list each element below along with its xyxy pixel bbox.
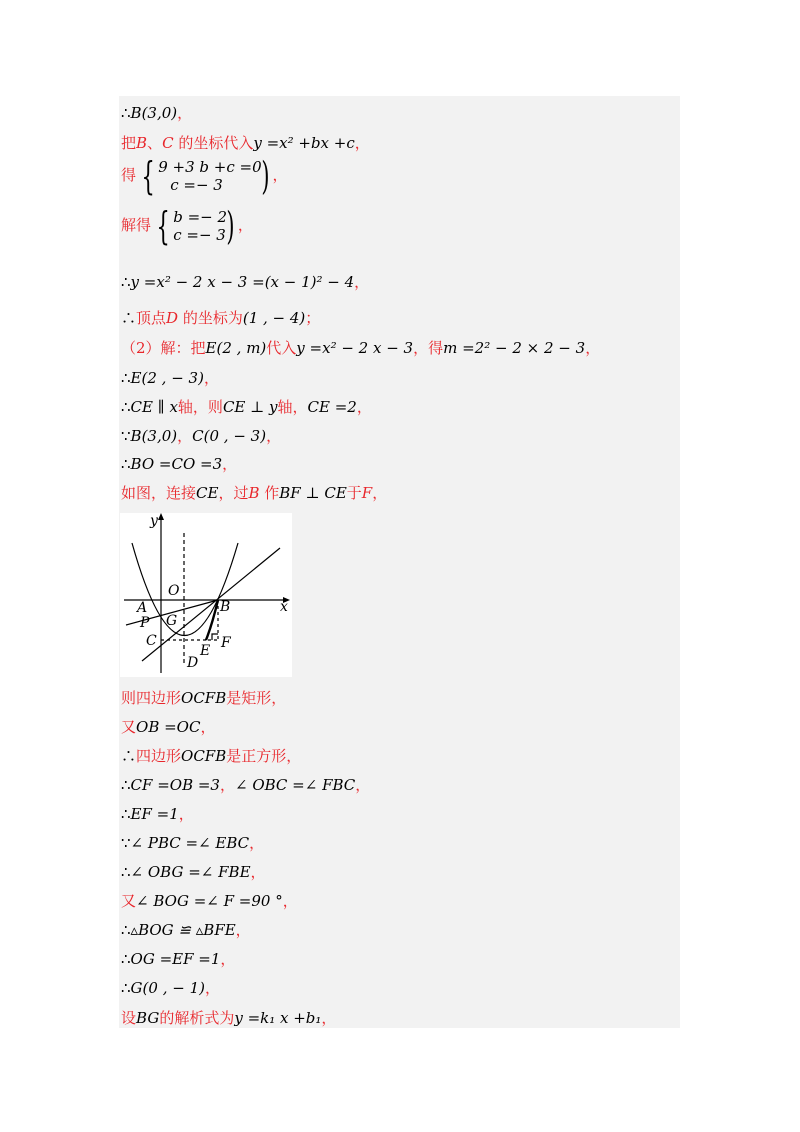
label-y: y xyxy=(150,513,158,529)
solution-line xyxy=(121,308,320,328)
line-segment: ∴ xyxy=(121,309,137,327)
right-angle-mark xyxy=(212,634,218,640)
line-segment: ， xyxy=(282,892,298,910)
line-segment: G(0 , − 1) xyxy=(130,979,205,997)
solution-line xyxy=(121,891,298,911)
label-d: D xyxy=(187,655,199,671)
solution-line xyxy=(121,717,215,737)
line-segment: ∵ xyxy=(121,834,131,852)
line-segment: 是矩形， xyxy=(226,689,287,707)
solution-line xyxy=(121,272,369,292)
line-segment: ，过 xyxy=(218,484,249,502)
line-segment: ； xyxy=(305,309,321,327)
line-segment: ， xyxy=(356,398,372,416)
solution-line xyxy=(121,133,370,153)
line-segment: （2）解：把 xyxy=(121,339,206,357)
line-bc xyxy=(142,548,280,661)
label-o: O xyxy=(168,583,180,599)
solution-line xyxy=(121,804,194,824)
system-row-2: c =− 3 xyxy=(173,226,226,244)
line-segment: y =k₁ x +b₁ xyxy=(234,1009,322,1027)
line-segment: ， xyxy=(220,950,236,968)
line-segment: B xyxy=(136,134,148,152)
system-suffix: ， xyxy=(237,216,253,234)
solution-line xyxy=(121,688,286,708)
line-segment: ∴ xyxy=(121,273,131,291)
line-segment: ▵BOG ≌ ▵BFE xyxy=(130,921,236,939)
solution-line xyxy=(121,862,266,882)
line-segment: E(2 , m) xyxy=(205,339,267,357)
parabola-figure xyxy=(120,513,292,677)
line-segment: ， xyxy=(200,718,216,736)
y-arrow-icon xyxy=(158,513,164,520)
line-segment: ， xyxy=(249,834,265,852)
line-segment: m =2² − 2 × 2 − 3 xyxy=(443,339,586,357)
line-segment: C xyxy=(162,134,174,152)
line-segment: ∴ xyxy=(121,398,131,416)
line-segment: 四边形 xyxy=(136,747,182,765)
line-segment: ， xyxy=(235,921,251,939)
line-segment: ∠ OBG =∠ FBE xyxy=(130,863,251,881)
line-segment: 是正方形， xyxy=(226,747,302,765)
solution-line xyxy=(121,397,372,417)
label-g: G xyxy=(166,613,178,629)
solution-line xyxy=(121,338,600,358)
line-segment: 又 xyxy=(121,718,137,736)
line-segment: 作 xyxy=(259,484,280,502)
system-prefix: 得 xyxy=(121,166,137,184)
line-segment: ，得 xyxy=(413,339,444,357)
solution-line xyxy=(121,454,237,474)
line-segment: ∠ BOG =∠ F =90 ° xyxy=(136,892,283,910)
line-segment: EF =1 xyxy=(130,805,179,823)
line-segment: x xyxy=(169,398,178,416)
label-p: P xyxy=(140,615,150,631)
label-e: E xyxy=(200,643,211,659)
line-segment: 设 xyxy=(121,1009,137,1027)
line-segment: OB =OC xyxy=(136,718,201,736)
solution-line xyxy=(121,746,301,766)
left-brace-icon: { xyxy=(141,154,155,198)
line-segment: ∵ xyxy=(121,427,131,445)
figure-svg xyxy=(120,513,292,677)
line-segment: ∴ xyxy=(121,776,131,794)
line-segment: ， xyxy=(355,776,371,794)
line-segment: ， xyxy=(203,369,219,387)
line-segment: y =x² − 2 x − 3 xyxy=(296,339,414,357)
line-segment: 把 xyxy=(121,134,137,152)
line-segment: 的解析式为 xyxy=(159,1009,235,1027)
line-segment: ， xyxy=(204,979,220,997)
system-row-2: c =− 3 xyxy=(170,176,223,194)
line-segment: ∴ xyxy=(121,921,131,939)
line-segment: ∠ OBC =∠ FBC xyxy=(234,776,356,794)
solution-line xyxy=(121,775,370,795)
solution-line xyxy=(121,103,192,123)
solution-line xyxy=(121,833,264,853)
line-segment: ∴ xyxy=(121,950,131,968)
line-segment: ， xyxy=(250,863,266,881)
line-segment: (1 , − 4) xyxy=(242,309,306,327)
line-segment: y =x² +bx +c xyxy=(253,134,355,152)
label-a: A xyxy=(137,600,148,616)
line-segment: BO =CO =3 xyxy=(130,455,223,473)
line-segment: 的坐标代入 xyxy=(173,134,254,152)
label-b: B xyxy=(220,599,231,615)
line-segment: ， xyxy=(222,455,238,473)
equation-system-1 xyxy=(121,154,288,198)
line-segment: CE ∥ xyxy=(130,398,170,416)
system-row-1: 9 +3 b +c =0 xyxy=(158,158,262,176)
line-segment: ， xyxy=(372,484,388,502)
line-segment: OCFB xyxy=(181,689,227,707)
solution-line xyxy=(121,920,251,940)
line-segment: BG xyxy=(136,1009,160,1027)
system-prefix: 解得 xyxy=(121,216,152,234)
label-f: F xyxy=(221,635,231,651)
line-segment: F xyxy=(361,484,373,502)
line-segment: ， xyxy=(354,273,370,291)
label-c: C xyxy=(146,633,157,649)
line-segment: B xyxy=(248,484,260,502)
line-segment: 于 xyxy=(346,484,362,502)
line-segment: 顶点 xyxy=(136,309,167,327)
label-x: x xyxy=(280,599,288,615)
line-segment: ∴ xyxy=(121,805,131,823)
line-segment: C(0 , − 3) xyxy=(192,427,267,445)
solution-line xyxy=(121,978,220,998)
line-segment: ， xyxy=(177,104,193,122)
line-segment: ， xyxy=(585,339,601,357)
solution-line xyxy=(121,426,281,446)
line-segment: CE xyxy=(196,484,219,502)
line-segment: ， xyxy=(178,805,194,823)
solution-line xyxy=(121,949,235,969)
line-segment: ， xyxy=(177,427,193,445)
line-segment: 又 xyxy=(121,892,137,910)
line-segment: 的坐标为 xyxy=(178,309,243,327)
line-segment: y =x² − 2 x − 3 =(x − 1)² − 4 xyxy=(130,273,355,291)
line-segment: ， xyxy=(219,776,235,794)
solution-line xyxy=(121,1008,336,1028)
line-segment: 、 xyxy=(147,134,163,152)
line-segment: 则四边形 xyxy=(121,689,182,707)
right-paren-icon: ) xyxy=(260,154,270,198)
line-segment: OG =EF =1 xyxy=(130,950,221,968)
equation-system-2 xyxy=(121,204,253,248)
line-segment: D xyxy=(166,309,179,327)
solution-line xyxy=(121,483,387,503)
line-segment: ∠ PBC =∠ EBC xyxy=(130,834,250,852)
line-segment: CE =2 xyxy=(307,398,357,416)
line-segment: 轴，则 xyxy=(177,398,223,416)
line-segment: CE ⊥ y xyxy=(222,398,278,416)
line-segment: 轴， xyxy=(277,398,308,416)
line-segment: ∴ xyxy=(121,979,131,997)
line-segment: ∴ xyxy=(121,747,137,765)
line-segment: OCFB xyxy=(181,747,227,765)
system-row-1: b =− 2 xyxy=(173,208,228,226)
line-segment: ∴ xyxy=(121,863,131,881)
line-segment: ∴ xyxy=(121,369,131,387)
right-paren-icon: ) xyxy=(226,204,235,248)
line-segment: ， xyxy=(354,134,370,152)
line-segment: ∴ xyxy=(121,455,131,473)
line-segment: BF ⊥ CE xyxy=(279,484,347,502)
line-segment: B(3,0) xyxy=(130,427,178,445)
left-brace-icon: { xyxy=(156,204,170,248)
line-segment: E(2 , − 3) xyxy=(130,369,204,387)
line-segment: 代入 xyxy=(266,339,297,357)
line-segment: ∴ xyxy=(121,104,131,122)
line-segment: CF =OB =3 xyxy=(130,776,220,794)
line-segment: ， xyxy=(321,1009,337,1027)
system-suffix: ， xyxy=(272,166,288,184)
line-segment: B(3,0) xyxy=(130,104,178,122)
line-segment: 如图，连接 xyxy=(121,484,197,502)
solution-line xyxy=(121,368,219,388)
line-segment: ， xyxy=(266,427,282,445)
